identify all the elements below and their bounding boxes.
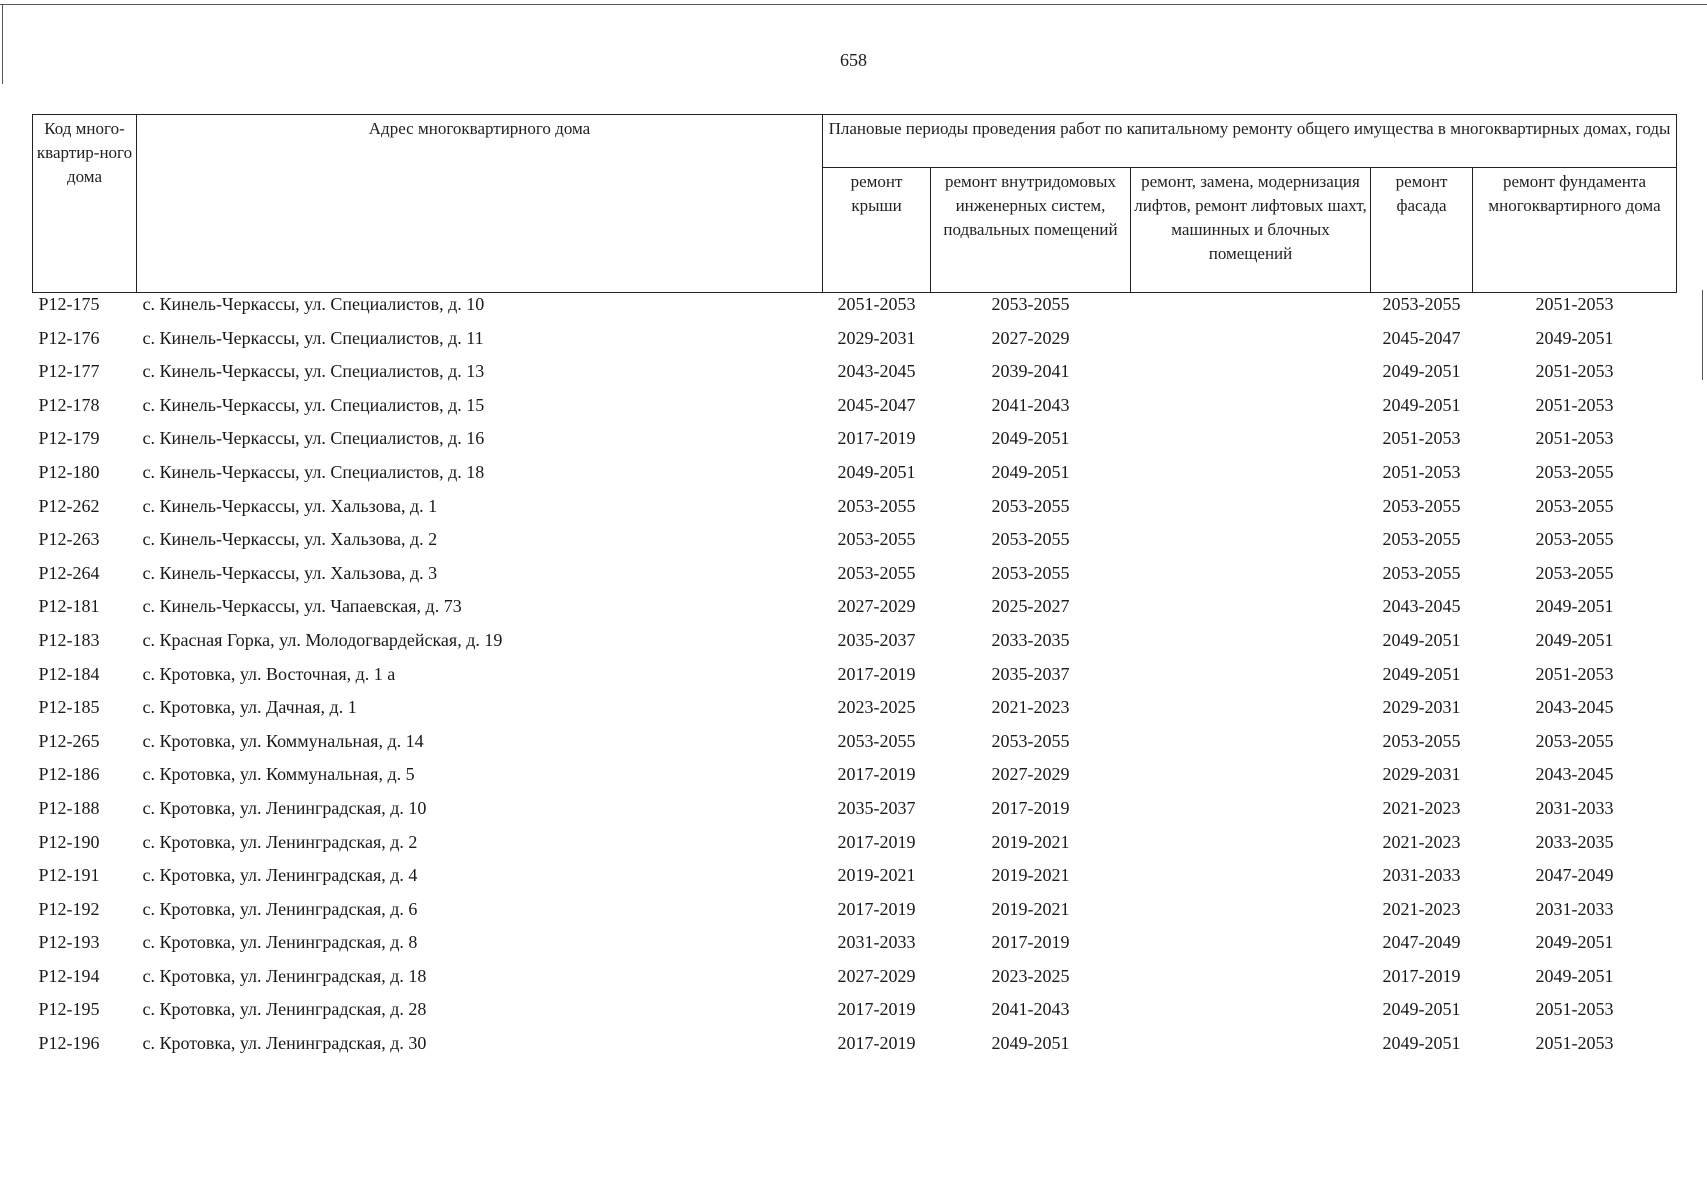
row-facade: 2049-2051 xyxy=(1382,394,1461,415)
row-systems: 2025-2027 xyxy=(991,596,1070,617)
header-foundation: ремонт фундамента многоквартирного дома xyxy=(1473,168,1677,293)
table-row xyxy=(33,394,1677,428)
row-roof: 2023-2025 xyxy=(837,697,916,718)
row-foundation: 2049-2051 xyxy=(1535,596,1614,617)
row-elevators xyxy=(1131,394,1371,428)
row-foundation: 2043-2045 xyxy=(1535,764,1614,785)
row-address: с. Кротовка, ул. Ленинградская, д. 2 xyxy=(142,831,418,852)
table-row xyxy=(33,293,1677,327)
row-address: с. Кротовка, ул. Дачная, д. 1 xyxy=(142,697,357,718)
row-code: P12-193 xyxy=(38,932,100,953)
row-code: P12-262 xyxy=(38,495,100,516)
row-elevators xyxy=(1131,864,1371,898)
row-address: с. Кинель-Черкассы, ул. Чапаевская, д. 73 xyxy=(142,596,462,617)
row-foundation: 2043-2045 xyxy=(1535,697,1614,718)
row-roof: 2031-2033 xyxy=(837,932,916,953)
row-systems: 2033-2035 xyxy=(991,629,1070,650)
row-code: P12-183 xyxy=(38,629,100,650)
row-systems: 2021-2023 xyxy=(991,697,1070,718)
row-code: P12-195 xyxy=(38,999,100,1020)
row-roof: 2017-2019 xyxy=(837,999,916,1020)
row-address: с. Кротовка, ул. Коммунальная, д. 5 xyxy=(142,764,415,785)
row-foundation: 2051-2053 xyxy=(1535,294,1614,314)
row-elevators xyxy=(1131,528,1371,562)
table-row xyxy=(33,1032,1677,1066)
row-facade: 2045-2047 xyxy=(1382,327,1461,348)
row-foundation: 2053-2055 xyxy=(1535,495,1614,516)
row-systems: 2053-2055 xyxy=(991,294,1070,314)
row-address: с. Кротовка, ул. Ленинградская, д. 6 xyxy=(142,898,418,919)
row-facade: 2021-2023 xyxy=(1382,797,1461,818)
row-elevators xyxy=(1131,730,1371,764)
capital-repair-table xyxy=(32,114,1677,1066)
table-row xyxy=(33,965,1677,999)
row-facade: 2053-2055 xyxy=(1382,562,1461,583)
row-code: P12-184 xyxy=(38,663,100,684)
row-foundation: 2031-2033 xyxy=(1535,898,1614,919)
row-facade: 2053-2055 xyxy=(1382,495,1461,516)
row-address: с. Кротовка, ул. Восточная, д. 1 а xyxy=(142,663,396,684)
table-row xyxy=(33,495,1677,529)
row-address: с. Кинель-Черкассы, ул. Хальзова, д. 3 xyxy=(142,562,438,583)
row-elevators xyxy=(1131,461,1371,495)
row-elevators xyxy=(1131,898,1371,932)
row-roof: 2053-2055 xyxy=(837,529,916,550)
row-systems: 2053-2055 xyxy=(991,495,1070,516)
table-row xyxy=(33,360,1677,394)
row-address: с. Кротовка, ул. Ленинградская, д. 8 xyxy=(142,932,418,953)
row-code: P12-180 xyxy=(38,461,100,482)
row-foundation: 2049-2051 xyxy=(1535,327,1614,348)
scan-edge-left xyxy=(2,4,3,84)
row-systems: 2053-2055 xyxy=(991,730,1070,751)
row-roof: 2017-2019 xyxy=(837,831,916,852)
row-address: с. Кротовка, ул. Ленинградская, д. 10 xyxy=(142,797,427,818)
row-facade: 2053-2055 xyxy=(1382,294,1461,314)
table-row xyxy=(33,461,1677,495)
row-elevators xyxy=(1131,327,1371,361)
table-row xyxy=(33,998,1677,1032)
row-facade: 2047-2049 xyxy=(1382,932,1461,953)
row-systems: 2019-2021 xyxy=(991,831,1070,852)
row-elevators xyxy=(1131,965,1371,999)
row-elevators xyxy=(1131,1032,1371,1066)
scan-edge-top xyxy=(0,4,1707,5)
row-elevators xyxy=(1131,629,1371,663)
table-body xyxy=(33,293,1677,1066)
row-systems: 2049-2051 xyxy=(991,428,1070,449)
row-code: P12-175 xyxy=(38,294,100,314)
row-foundation: 2053-2055 xyxy=(1535,562,1614,583)
row-elevators xyxy=(1131,595,1371,629)
row-systems: 2035-2037 xyxy=(991,663,1070,684)
row-facade: 2049-2051 xyxy=(1382,361,1461,382)
row-systems: 2019-2021 xyxy=(991,865,1070,886)
table-row xyxy=(33,831,1677,865)
row-facade: 2053-2055 xyxy=(1382,730,1461,751)
row-address: с. Кинель-Черкассы, ул. Специалистов, д. 10 xyxy=(142,294,485,314)
row-systems: 2023-2025 xyxy=(991,965,1070,986)
row-foundation: 2047-2049 xyxy=(1535,865,1614,886)
row-code: P12-263 xyxy=(38,529,100,550)
row-address: с. Кинель-Черкассы, ул. Специалистов, д. 18 xyxy=(142,461,485,482)
table-row xyxy=(33,595,1677,629)
row-foundation: 2049-2051 xyxy=(1535,965,1614,986)
row-facade: 2029-2031 xyxy=(1382,697,1461,718)
row-systems: 2039-2041 xyxy=(991,361,1070,382)
table-row xyxy=(33,629,1677,663)
row-systems: 2027-2029 xyxy=(991,764,1070,785)
row-address: с. Кинель-Черкассы, ул. Специалистов, д. 13 xyxy=(142,361,485,382)
row-roof: 2043-2045 xyxy=(837,361,916,382)
row-roof: 2029-2031 xyxy=(837,327,916,348)
header-elevators: ремонт, замена, модернизация лифтов, ремонт лифтовых шахт, машинных и блочных помещений xyxy=(1131,168,1371,293)
table-row xyxy=(33,562,1677,596)
scan-edge-right xyxy=(1702,290,1703,380)
row-facade: 2029-2031 xyxy=(1382,764,1461,785)
row-foundation: 2053-2055 xyxy=(1535,529,1614,550)
row-code: P12-190 xyxy=(38,831,100,852)
row-elevators xyxy=(1131,495,1371,529)
table-row xyxy=(33,696,1677,730)
row-address: с. Кинель-Черкассы, ул. Хальзова, д. 1 xyxy=(142,495,438,516)
row-roof: 2017-2019 xyxy=(837,764,916,785)
row-roof: 2027-2029 xyxy=(837,965,916,986)
row-foundation: 2031-2033 xyxy=(1535,797,1614,818)
row-facade: 2051-2053 xyxy=(1382,428,1461,449)
row-foundation: 2051-2053 xyxy=(1535,428,1614,449)
row-roof: 2051-2053 xyxy=(837,294,916,314)
table-row xyxy=(33,763,1677,797)
header-systems: ремонт внутридомовых инженерных систем, подвальных помещений xyxy=(931,168,1131,293)
header-code: Код много-квартир-ного дома xyxy=(33,115,137,293)
table-row xyxy=(33,327,1677,361)
row-foundation: 2051-2053 xyxy=(1535,663,1614,684)
row-systems: 2053-2055 xyxy=(991,529,1070,550)
row-roof: 2035-2037 xyxy=(837,797,916,818)
row-code: P12-264 xyxy=(38,562,100,583)
row-facade: 2021-2023 xyxy=(1382,831,1461,852)
row-address: с. Кротовка, ул. Ленинградская, д. 30 xyxy=(142,1033,427,1054)
table-row xyxy=(33,427,1677,461)
row-code: P12-188 xyxy=(38,797,100,818)
row-roof: 2017-2019 xyxy=(837,1033,916,1054)
row-foundation: 2051-2053 xyxy=(1535,1033,1614,1054)
header-address: Адрес многоквартирного дома xyxy=(137,115,823,293)
row-address: с. Кротовка, ул. Ленинградская, д. 28 xyxy=(142,999,427,1020)
row-code: P12-177 xyxy=(38,361,100,382)
row-facade: 2017-2019 xyxy=(1382,965,1461,986)
table-row xyxy=(33,528,1677,562)
row-facade: 2049-2051 xyxy=(1382,629,1461,650)
row-address: с. Красная Горка, ул. Молодогвардейская, д. 19 xyxy=(142,629,503,650)
row-code: P12-185 xyxy=(38,697,100,718)
row-code: P12-196 xyxy=(38,1033,100,1054)
row-systems: 2049-2051 xyxy=(991,461,1070,482)
row-address: с. Кротовка, ул. Ленинградская, д. 4 xyxy=(142,865,418,886)
row-systems: 2041-2043 xyxy=(991,394,1070,415)
table-row xyxy=(33,730,1677,764)
row-roof: 2045-2047 xyxy=(837,394,916,415)
row-roof: 2035-2037 xyxy=(837,629,916,650)
row-roof: 2017-2019 xyxy=(837,898,916,919)
row-address: с. Кротовка, ул. Коммунальная, д. 14 xyxy=(142,730,424,751)
row-roof: 2027-2029 xyxy=(837,596,916,617)
row-roof: 2049-2051 xyxy=(837,461,916,482)
row-address: с. Кинель-Черкассы, ул. Специалистов, д. 11 xyxy=(142,327,484,348)
row-code: P12-265 xyxy=(38,730,100,751)
row-roof: 2053-2055 xyxy=(837,495,916,516)
row-code: P12-191 xyxy=(38,865,100,886)
row-code: P12-176 xyxy=(38,327,100,348)
row-address: с. Кинель-Черкассы, ул. Специалистов, д. 16 xyxy=(142,428,485,449)
row-facade: 2049-2051 xyxy=(1382,663,1461,684)
row-foundation: 2053-2055 xyxy=(1535,730,1614,751)
row-facade: 2051-2053 xyxy=(1382,461,1461,482)
row-facade: 2053-2055 xyxy=(1382,529,1461,550)
row-facade: 2049-2051 xyxy=(1382,999,1461,1020)
row-systems: 2017-2019 xyxy=(991,932,1070,953)
row-systems: 2027-2029 xyxy=(991,327,1070,348)
row-foundation: 2051-2053 xyxy=(1535,394,1614,415)
row-foundation: 2049-2051 xyxy=(1535,932,1614,953)
header-periods-group: Плановые периоды проведения работ по капитальному ремонту общего имущества в многоквартирных домах, годы xyxy=(823,115,1677,168)
row-elevators xyxy=(1131,998,1371,1032)
table-row xyxy=(33,898,1677,932)
row-elevators xyxy=(1131,663,1371,697)
row-foundation: 2053-2055 xyxy=(1535,461,1614,482)
row-elevators xyxy=(1131,696,1371,730)
row-code: P12-179 xyxy=(38,428,100,449)
row-foundation: 2049-2051 xyxy=(1535,629,1614,650)
page-number: 658 xyxy=(840,50,867,70)
row-elevators xyxy=(1131,293,1371,327)
row-facade: 2043-2045 xyxy=(1382,596,1461,617)
header-roof: ремонт крыши xyxy=(823,168,931,293)
row-elevators xyxy=(1131,797,1371,831)
row-elevators xyxy=(1131,562,1371,596)
row-address: с. Кротовка, ул. Ленинградская, д. 18 xyxy=(142,965,427,986)
row-roof: 2019-2021 xyxy=(837,865,916,886)
table-row xyxy=(33,864,1677,898)
row-systems: 2041-2043 xyxy=(991,999,1070,1020)
row-roof: 2053-2055 xyxy=(837,562,916,583)
row-code: P12-194 xyxy=(38,965,100,986)
row-code: P12-192 xyxy=(38,898,100,919)
row-systems: 2049-2051 xyxy=(991,1033,1070,1054)
row-facade: 2021-2023 xyxy=(1382,898,1461,919)
row-systems: 2017-2019 xyxy=(991,797,1070,818)
row-elevators xyxy=(1131,427,1371,461)
row-roof: 2017-2019 xyxy=(837,428,916,449)
row-code: P12-186 xyxy=(38,764,100,785)
row-address: с. Кинель-Черкассы, ул. Хальзова, д. 2 xyxy=(142,529,438,550)
table-row xyxy=(33,931,1677,965)
row-foundation: 2051-2053 xyxy=(1535,999,1614,1020)
row-facade: 2031-2033 xyxy=(1382,865,1461,886)
table-row xyxy=(33,797,1677,831)
table-row xyxy=(33,663,1677,697)
row-elevators xyxy=(1131,360,1371,394)
row-roof: 2053-2055 xyxy=(837,730,916,751)
row-foundation: 2033-2035 xyxy=(1535,831,1614,852)
row-code: P12-181 xyxy=(38,596,100,617)
row-roof: 2017-2019 xyxy=(837,663,916,684)
row-elevators xyxy=(1131,763,1371,797)
row-facade: 2049-2051 xyxy=(1382,1033,1461,1054)
row-elevators xyxy=(1131,931,1371,965)
header-facade: ремонт фасада xyxy=(1371,168,1473,293)
row-code: P12-178 xyxy=(38,394,100,415)
row-systems: 2053-2055 xyxy=(991,562,1070,583)
row-elevators xyxy=(1131,831,1371,865)
row-foundation: 2051-2053 xyxy=(1535,361,1614,382)
row-address: с. Кинель-Черкассы, ул. Специалистов, д. 15 xyxy=(142,394,485,415)
row-systems: 2019-2021 xyxy=(991,898,1070,919)
